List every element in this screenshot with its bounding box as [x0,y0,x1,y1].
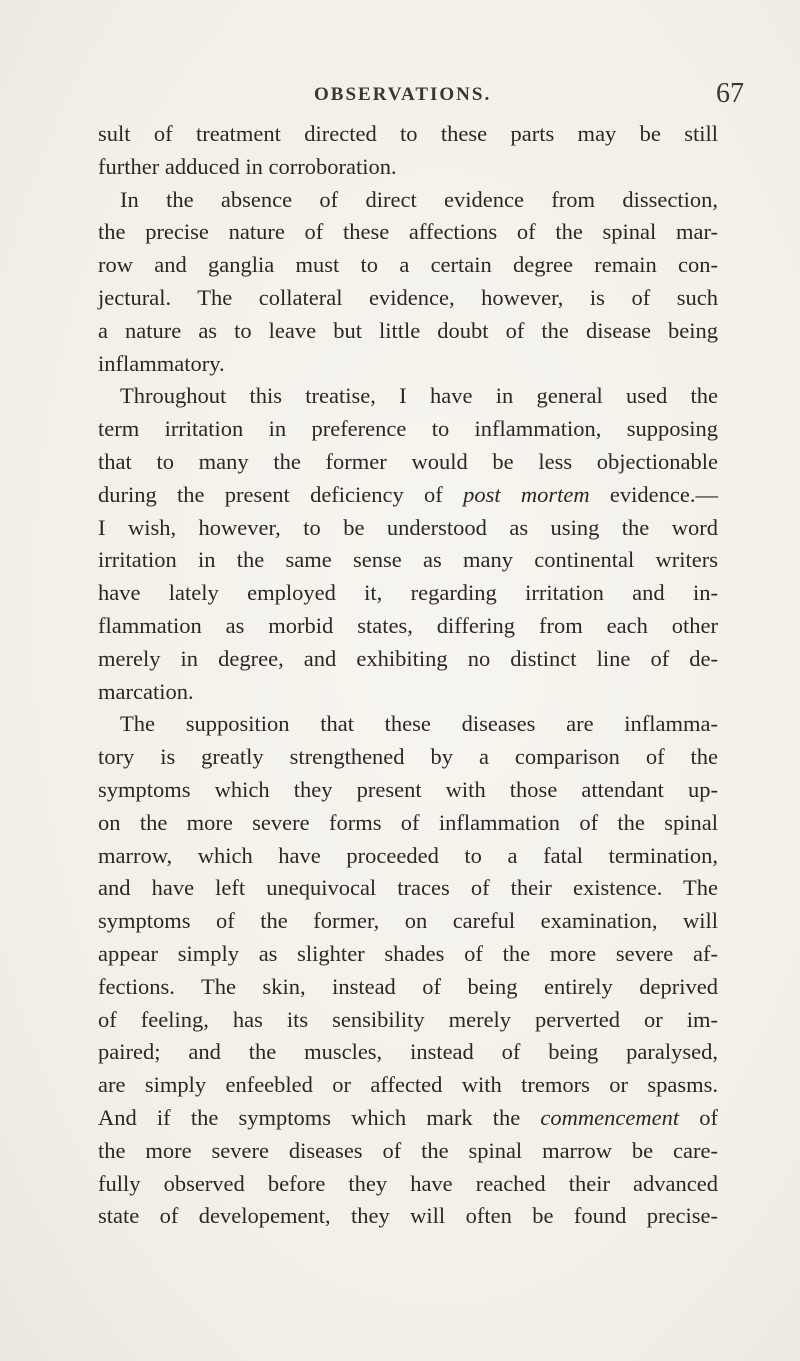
text-line: on the more severe forms of inflammation of the spinal [98,809,718,835]
text-line: further adduced in corroboration. [98,153,397,179]
text-line: have lately employed it, regarding irritation and in- [98,580,718,606]
italic-text-run: post mortem [463,481,590,507]
text-line: merely in degree, and exhibiting no distinct line of de- [98,645,718,671]
text-line: marrow, which have proceeded to a fatal termination, [98,842,718,868]
text-line: Throughout this treatise, I have in general used the [120,383,718,409]
body-text [98,118,718,1233]
text-line: irritation in the same sense as many continental writers [98,547,718,573]
page-number: 67 [716,78,744,109]
text-run: during the present deficiency of [98,481,464,507]
text-line: appear simply as slighter shades of the more severe af- [98,940,718,966]
text-line: inflammatory. [98,350,225,376]
text-line: flammation as morbid states, differing from each other [98,612,718,638]
text-line: term irritation in preference to inflammation, supposing [98,416,718,442]
text-line: symptoms of the former, on careful examination, will [98,908,718,934]
text-run: of [679,1104,718,1130]
text-line: sult of treatment directed to these parts may be still [98,121,718,146]
text-line: a nature as to leave but little doubt of the disease being [98,317,718,343]
text-line: I wish, however, to be understood as using the word [98,514,718,540]
text-line: row and ganglia must to a certain degree remain con- [98,252,718,278]
text-line: symptoms which they present with those attendant up- [98,776,718,802]
text-run: evidence.— [589,481,719,507]
text-line: the more severe diseases of the spinal marrow be care- [98,1137,718,1163]
italic-text-run: commencement [540,1104,680,1130]
text-line: and have left unequivocal traces of their existence. The [98,875,718,901]
text-line: jectural. The collateral evidence, however, is of such [98,284,718,310]
text-line: the precise nature of these affections of the spinal mar- [98,219,718,245]
text-run: And if the symptoms which mark the [98,1104,541,1130]
text-line: tory is greatly strengthened by a comparison of the [98,744,718,770]
text-line: are simply enfeebled or affected with tremors or spasms. [98,1072,718,1098]
text-line: state of developement, they will often be found precise- [98,1203,718,1229]
text-line: marcation. [98,678,194,704]
text-line: fully observed before they have reached their advanced [98,1170,718,1196]
running-head [0,78,800,114]
text-line [98,479,718,512]
text-line: paired; and the muscles, instead of being paralysed, [98,1039,718,1065]
running-title: OBSERVATIONS. [314,84,492,105]
text-line: fections. The skin, instead of being entirely deprived [98,973,718,999]
text-line [98,1102,718,1135]
text-line: of feeling, has its sensibility merely perverted or im- [98,1006,718,1032]
text-line: The supposition that these diseases are inflamma- [120,711,718,737]
text-line: In the absence of direct evidence from dissection, [120,186,718,212]
text-line: that to many the former would be less objectionable [98,448,718,474]
